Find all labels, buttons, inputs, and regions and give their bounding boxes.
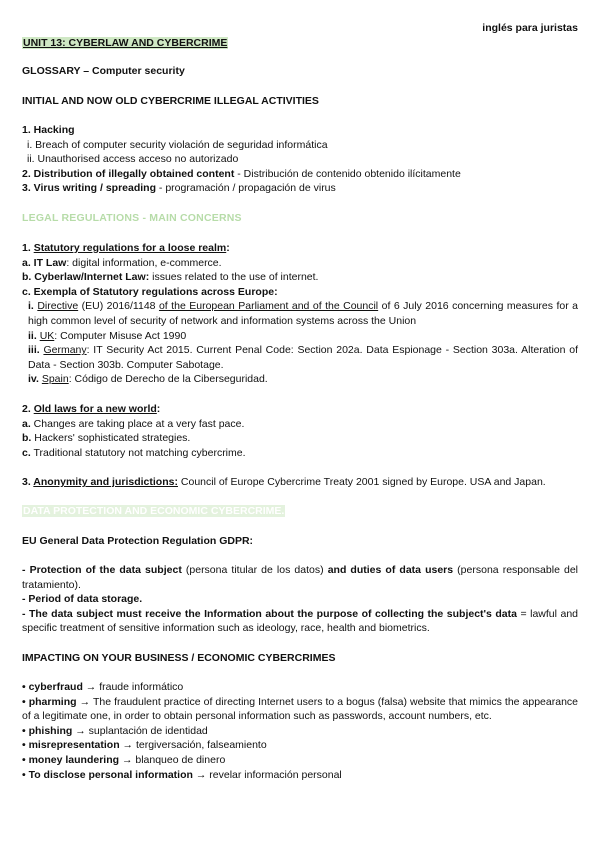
hacking-item-ii: ii. Unauthorised access acceso no autorizado	[27, 153, 239, 166]
data-protection-heading-block	[22, 504, 578, 519]
business-item-phishing	[22, 724, 578, 739]
business-item-money-laundering	[22, 753, 578, 768]
activity-item-2-label: 2. Distribution of illegally obtained content	[22, 167, 235, 180]
gdpr-point-1-d: (persona responsable del tratamiento).	[22, 564, 579, 591]
anonymity-title: Anonymity and jurisdictions:	[33, 476, 178, 488]
money-laundering-text: → blanqueo de dinero	[119, 753, 226, 766]
statutory-c-ii-label: ii.	[28, 329, 37, 342]
business-list	[22, 680, 578, 782]
business-item-disclose	[22, 768, 578, 783]
old-laws-b-text: Hackers' sophisticated strategies.	[31, 432, 191, 445]
unit-title-block	[22, 36, 578, 51]
disclose-term: • To disclose personal information	[22, 768, 193, 781]
statutory-c-iv	[22, 372, 578, 387]
anonymity-text: Council of Europe Cybercrime Treaty 2001 signed by Europe. USA and Japan.	[177, 476, 546, 488]
activity-item-3-text: - programación / propagación de virus	[156, 182, 336, 195]
cyberfraud-term: • cyberfraud	[22, 681, 83, 693]
course-header: inglés para juristas	[482, 22, 578, 34]
old-laws-b	[22, 431, 578, 446]
activities-heading: INITIAL AND NOW OLD CYBERCRIME ILLEGAL ACTIVITIES	[22, 95, 319, 107]
unit-title: UNIT 13: CYBERLAW AND CYBERCRIME	[23, 37, 228, 49]
anonymity-block	[22, 475, 578, 490]
old-laws-title: Old laws for a new world	[33, 403, 157, 415]
anonymity-num: 3.	[22, 476, 34, 488]
anonymity-line	[22, 475, 578, 490]
old-laws-a	[22, 417, 578, 432]
directive-mid: (EU) 2016/1148	[78, 300, 159, 313]
statutory-heading	[22, 241, 578, 256]
activity-item-3	[22, 181, 578, 196]
gdpr-heading: EU General Data Protection Regulation GDPR:	[22, 535, 254, 547]
uk-text: : Computer Misuse Act 1990	[54, 329, 187, 342]
parliament-link[interactable]: of the European Parliament and of the Council	[158, 300, 379, 313]
legal-heading-block	[22, 211, 578, 226]
misrepresentation-term: • misrepresentation	[22, 739, 120, 752]
directive-rest: of 6 July 2016 concerning measures for a high common level of security of network and information systems across the Union	[28, 300, 579, 327]
statutory-a-label: a. IT Law	[22, 256, 67, 269]
business-item-pharming	[22, 695, 578, 724]
old-laws-a-label: a.	[22, 417, 31, 430]
statutory-a-text: : digital information, e-commerce.	[66, 256, 222, 269]
legal-heading: LEGAL REGULATIONS - MAIN CONCERNS	[22, 212, 242, 224]
phishing-text: → suplantación de identidad	[72, 724, 208, 737]
statutory-c-iii	[22, 343, 578, 372]
gdpr-point-1-c: and duties of data users	[327, 564, 454, 576]
old-laws-b-label: b.	[22, 432, 32, 445]
statutory-c-iii-label: iii.	[28, 344, 40, 357]
statutory-a	[22, 256, 578, 271]
old-laws-c	[22, 446, 578, 461]
old-laws-colon: :	[156, 403, 161, 415]
old-laws-c-text: Traditional statutory not matching cybercrime.	[30, 446, 246, 459]
hacking-heading: 1. Hacking	[22, 124, 75, 136]
old-laws-num: 2.	[22, 403, 34, 415]
business-heading: IMPACTING ON YOUR BUSINESS / ECONOMIC CYBERCRIMES	[22, 652, 336, 664]
misrepresentation-text: → tergiversación, falseamiento	[119, 739, 267, 752]
directive-link[interactable]: Directive	[37, 300, 79, 313]
gdpr-point-3-b: = lawful and specific treatment of sensitive information such as ideology, race, health and biometrics.	[22, 607, 578, 635]
germany-text: : IT Security Act 2015. Current Penal Code: Section 202a. Data Espionage - Section 303a. Alteration of Data - Section 303b. Computer Sabotage.	[28, 344, 578, 371]
statutory-c: c. Exempla of Statutory regulations across Europe:	[22, 285, 278, 298]
gdpr-point-3	[22, 607, 578, 636]
pharming-text: → The fraudulent practice of directing Internet users to a bogus (falsa) website that mimics the appearance of a legitimate one, in order to obtain personal information such as passwords, account numbers, etc.	[22, 695, 579, 723]
disclose-text: → revelar información personal	[192, 768, 342, 781]
statutory-c-i-label: i.	[28, 300, 34, 313]
old-laws-heading	[22, 402, 578, 417]
statutory-b-label: b. Cyberlaw/Internet Law:	[22, 271, 150, 284]
money-laundering-term: • money laundering	[22, 753, 120, 766]
business-item-cyberfraud	[22, 680, 578, 695]
cyberfraud-text: → fraude informático	[82, 681, 184, 693]
gdpr-point-3-a: - The data subject must receive the Information about the purpose of collecting the subject's data	[22, 607, 517, 620]
germany-link[interactable]: Germany	[43, 344, 87, 357]
hacking-item-i: i. Breach of computer security violación de seguridad informática	[27, 138, 328, 151]
business-item-misrepresentation	[22, 738, 578, 753]
statutory-title: Statutory regulations for a loose realm	[33, 242, 227, 254]
statutory-block	[22, 241, 578, 387]
statutory-b-text: issues related to the use of internet.	[149, 271, 319, 284]
statutory-b	[22, 270, 578, 285]
activities-list	[22, 123, 578, 196]
statutory-colon: :	[226, 242, 230, 254]
statutory-c-i	[22, 299, 578, 328]
uk-link[interactable]: UK	[39, 329, 55, 342]
statutory-num: 1.	[22, 242, 34, 254]
glossary-heading: GLOSSARY – Computer security	[22, 65, 185, 77]
statutory-c-ii	[22, 329, 578, 344]
phishing-term: • phishing	[22, 724, 73, 737]
spain-link[interactable]: Spain	[41, 373, 69, 386]
activity-item-2-text: - Distribución de contenido obtenido ilícitamente	[234, 167, 461, 180]
old-laws-a-text: Changes are taking place at a very fast pace.	[30, 417, 245, 430]
activity-item-3-label: 3. Virus writing / spreading	[22, 182, 157, 195]
gdpr-point-1	[22, 563, 578, 592]
statutory-c-iv-label: iv.	[28, 373, 39, 386]
old-laws-block	[22, 402, 578, 460]
activity-item-2	[22, 167, 578, 182]
gdpr-block	[22, 563, 578, 636]
pharming-term: • pharming	[22, 695, 77, 708]
gdpr-point-1-b: (persona titular de los datos)	[181, 564, 328, 576]
gdpr-point-1-a: - Protection of the data subject	[22, 564, 182, 576]
data-protection-heading: DATA PROTECTION AND ECONOMIC CYBERCRIME.	[23, 505, 285, 517]
gdpr-point-2: - Period of data storage.	[22, 593, 143, 606]
old-laws-c-label: c.	[22, 446, 31, 459]
spain-text: : Código de Derecho de la Ciberseguridad.	[68, 373, 268, 386]
